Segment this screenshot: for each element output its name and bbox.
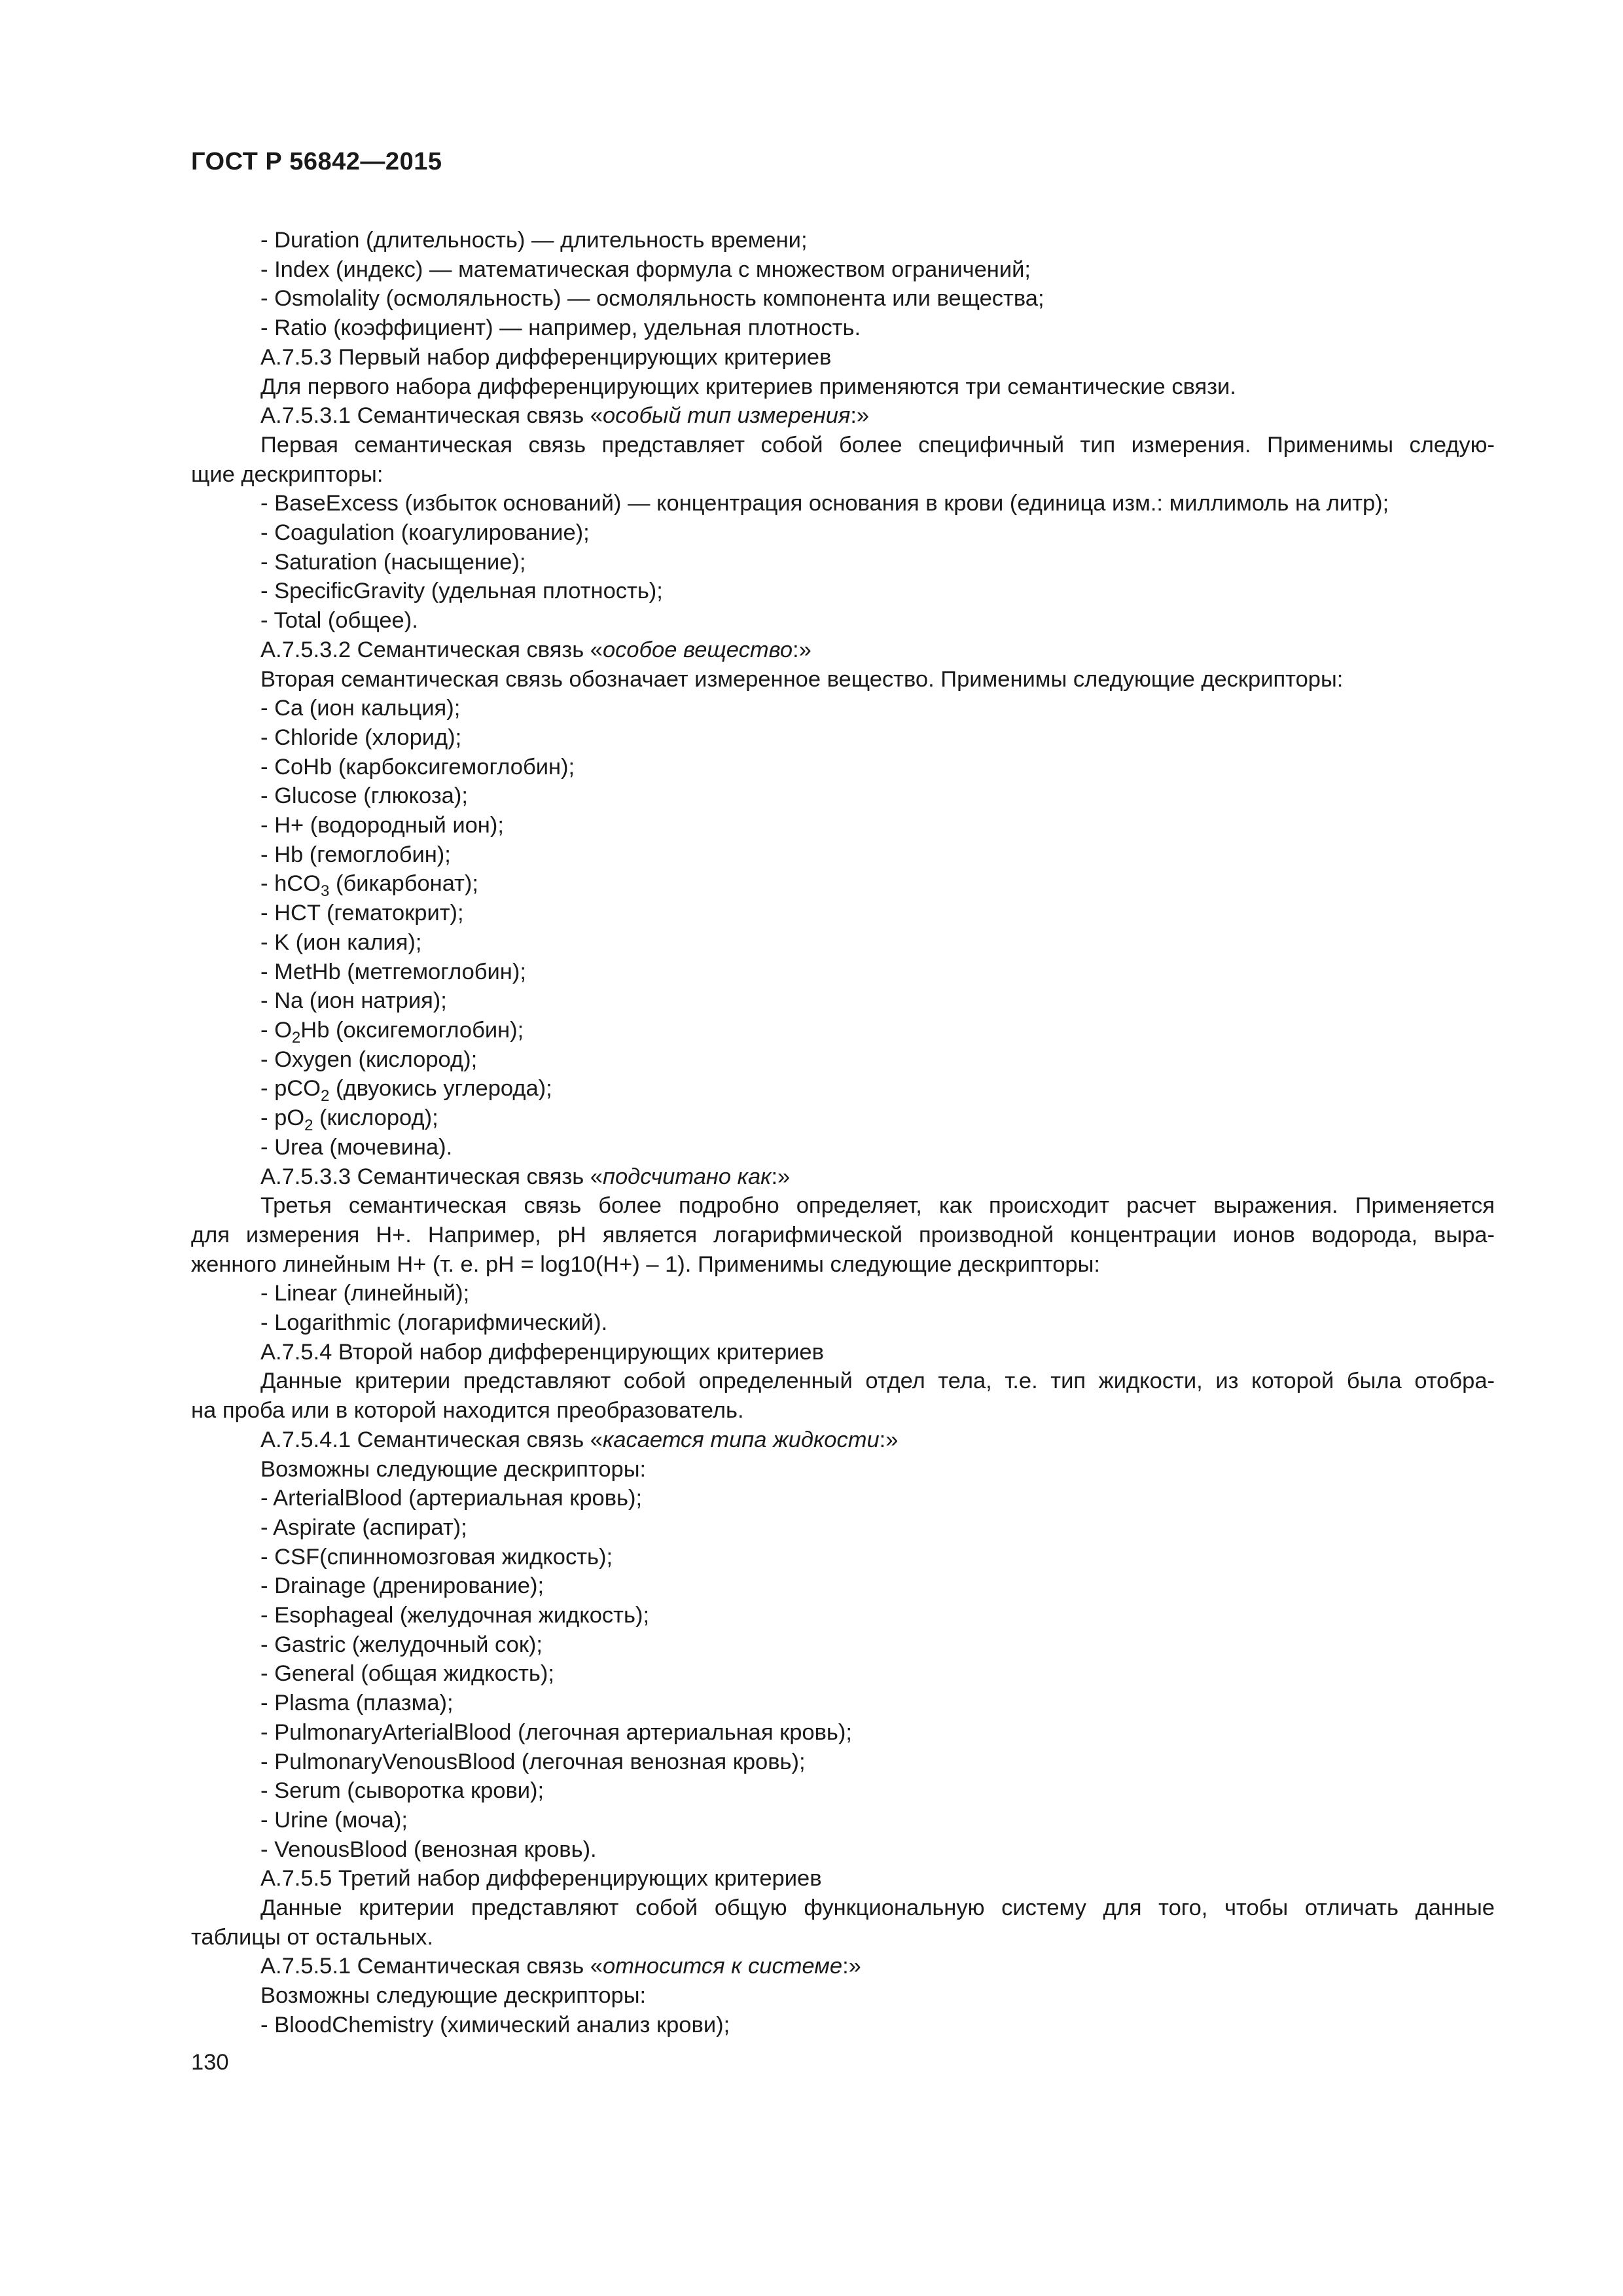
- list-item: - MetHb (метгемоглобин);: [260, 959, 526, 984]
- heading-emphasis: подсчитано как: [602, 1164, 772, 1189]
- list-item: - Drainage (дренирование);: [260, 1573, 544, 1599]
- list-item: - pCO$_2$ (двуокись углерода);: [260, 1076, 552, 1105]
- list-item: - Hb (гемоглобин);: [260, 842, 451, 867]
- list-item: - Coagulation (коагулирование);: [260, 520, 590, 546]
- list-item: - K (ион калия);: [260, 929, 422, 955]
- document-header: ГОСТ Р 56842—2015: [191, 148, 442, 175]
- section-heading: А.7.5.4 Второй набор дифференцирующих критериев: [260, 1339, 824, 1365]
- list-item: - Osmolality (осмоляльность) — осмоляльность компонента или вещества;: [260, 286, 1044, 312]
- list-item: - Ca (ион кальция);: [260, 696, 461, 721]
- list-item: - BaseExcess (избыток оснований) — концентрация основания в крови (единица изм.: миллимоль на литр);: [260, 491, 1389, 516]
- list-item: - Index (индекс) — математическая формула с множеством ограничений;: [260, 257, 1031, 282]
- list-item: - Chloride (хлорид);: [260, 725, 462, 750]
- list-item: - Na (ион натрия);: [260, 988, 447, 1014]
- paragraph-line: щие дескрипторы:: [191, 461, 383, 487]
- paragraph: Вторая семантическая связь обозначает измеренное вещество. Применимы следующие дескрипторы:: [260, 666, 1344, 692]
- list-item: - Glucose (глюкоза);: [260, 783, 468, 809]
- section-heading: А.7.5.5.1 Семантическая связь «относится к системе:»: [260, 1954, 861, 1979]
- paragraph-line: Первая семантическая связь представляет собой более специфичный тип измерения. Применимы следую-: [260, 432, 1495, 457]
- document-body: [191, 226, 1495, 2040]
- list-item: - BloodChemistry (химический анализ крови);: [260, 2012, 730, 2037]
- paragraph-line: таблицы от остальных.: [191, 1924, 433, 1950]
- section-heading: А.7.5.3.2 Семантическая связь «особое вещество:»: [260, 637, 812, 662]
- list-item: - Logarithmic (логарифмический).: [260, 1310, 608, 1336]
- list-item: - Esophageal (желудочная жидкость);: [260, 1603, 650, 1628]
- heading-emphasis: особый тип измерения: [602, 403, 851, 429]
- list-item: - VenousBlood (венозная кровь).: [260, 1837, 597, 1862]
- list-item: - HCT (гематокрит);: [260, 901, 464, 926]
- list-item: - Serum (сыворотка крови);: [260, 1778, 544, 1804]
- heading-emphasis: особое вещество: [602, 637, 793, 662]
- paragraph-line: женного линейным H+ (т. е. pH = log10(H+) – 1). Применимы следующие дескрипторы:: [191, 1251, 1100, 1277]
- section-heading: А.7.5.3.1 Семантическая связь «особый тип измерения:»: [260, 403, 870, 429]
- page-number: 130: [191, 2050, 229, 2075]
- list-item: - PulmonaryVenousBlood (легочная венозная кровь);: [260, 1749, 806, 1774]
- paragraph: Возможны следующие дескрипторы:: [260, 1456, 647, 1482]
- list-item: - Urea (мочевина).: [260, 1134, 453, 1160]
- list-item: - Ratio (коэффициент) — например, удельная плотность.: [260, 315, 861, 341]
- paragraph: Для первого набора дифференцирующих критериев применяются три семантические связи.: [260, 374, 1236, 399]
- heading-emphasis: касается типа жидкости: [602, 1427, 880, 1452]
- list-item: - CoHb (карбоксигемоглобин);: [260, 754, 575, 780]
- list-item: - Urine (моча);: [260, 1807, 408, 1833]
- list-item: - $O_2Hb$ (оксигемоглобин);: [260, 1017, 524, 1047]
- list-item: - Gastric (желудочный сок);: [260, 1632, 543, 1657]
- section-heading: А.7.5.3.3 Семантическая связь «подсчитано как:»: [260, 1164, 791, 1189]
- list-item: - Linear (линейный);: [260, 1281, 470, 1306]
- heading-emphasis: относится к системе: [602, 1954, 843, 1979]
- list-item: - hCO$_3$ (бикарбонат);: [260, 871, 479, 901]
- paragraph-line: Данные критерии представляют собой определенный отдел тела, т.е. тип жидкости, из которой была отобра-: [260, 1369, 1495, 1394]
- paragraph-line: Данные критерии представляют собой общую функциональную систему для того, чтобы отличать данные: [260, 1895, 1495, 1921]
- list-item: - Aspirate (аспират);: [260, 1515, 467, 1540]
- list-item: - PulmonaryArterialBlood (легочная артериальная кровь);: [260, 1719, 852, 1745]
- list-item: - General (общая жидкость);: [260, 1661, 554, 1687]
- list-item: - $pO_2$ (кислород);: [260, 1105, 438, 1135]
- section-heading: А.7.5.3 Первый набор дифференцирующих критериев: [260, 344, 832, 370]
- list-item: - Plasma (плазма);: [260, 1691, 454, 1716]
- list-item: - Saturation (насыщение);: [260, 549, 526, 575]
- paragraph-line: на проба или в которой находится преобразователь.: [191, 1398, 744, 1424]
- section-heading: А.7.5.5 Третий набор дифференцирующих критериев: [260, 1866, 822, 1892]
- section-heading: А.7.5.4.1 Семантическая связь «касается типа жидкости:»: [260, 1427, 899, 1452]
- paragraph: Возможны следующие дескрипторы:: [260, 1983, 647, 2009]
- list-item: - Oxygen (кислород);: [260, 1047, 478, 1072]
- list-item: - ArterialBlood (артериальная кровь);: [260, 1486, 643, 1511]
- paragraph-line: Третья семантическая связь более подробно определяет, как происходит расчет выражения. Применяется: [260, 1193, 1495, 1219]
- list-item: - H+ (водородный ион);: [260, 813, 504, 838]
- list-item: - SpecificGravity (удельная плотность);: [260, 579, 663, 604]
- paragraph-line: для измерения H+. Например, pH является логарифмической производной концентрации ионов водорода, выра-: [191, 1222, 1495, 1247]
- list-item: - Total (общее).: [260, 608, 418, 634]
- list-item: - CSF(спинномозговая жидкость);: [260, 1544, 613, 1570]
- list-item: - Duration (длительность) — длительность времени;: [260, 228, 808, 253]
